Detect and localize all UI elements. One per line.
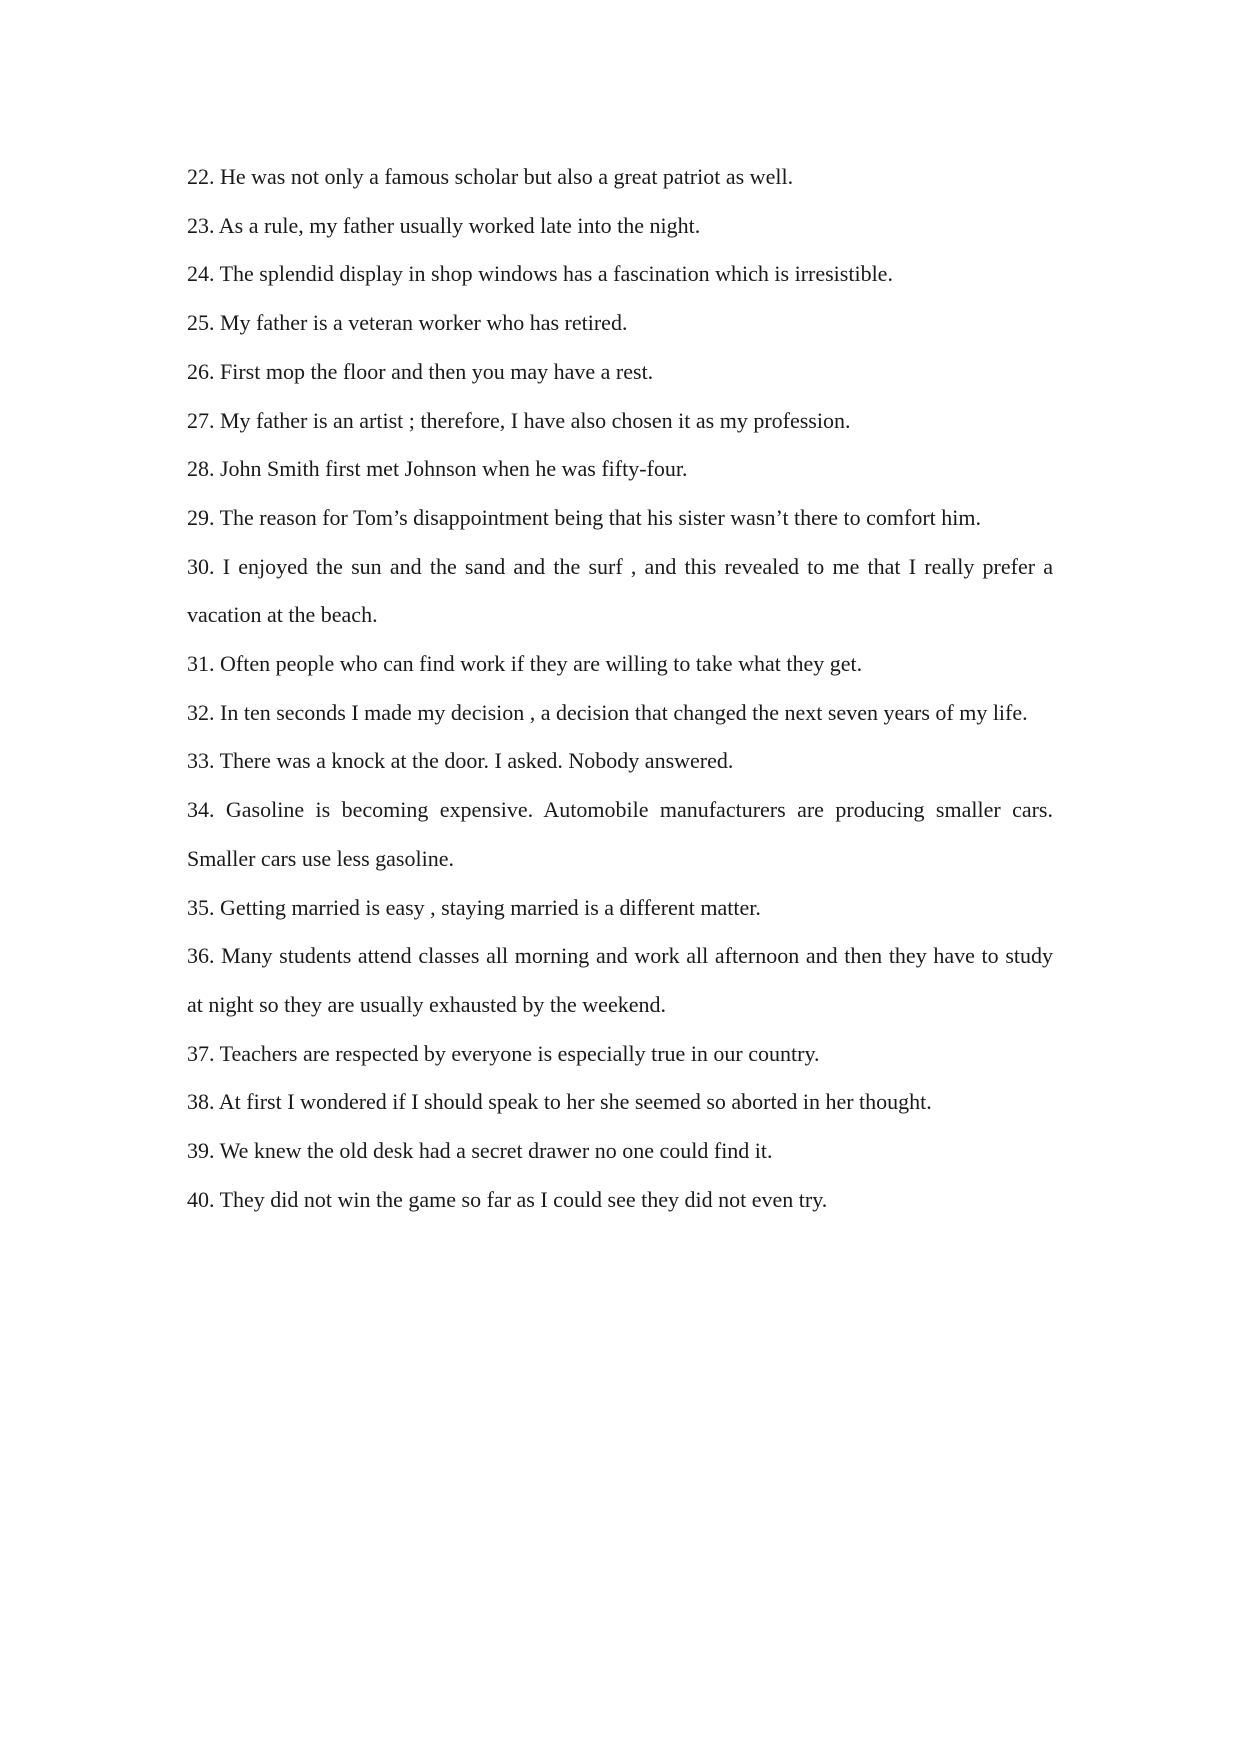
sentence-39: 39. We knew the old desk had a secret drawer no one could find it. bbox=[187, 1138, 773, 1164]
sentence-30: 30. I enjoyed the sun and the sand and the surf , and this revealed to me that I really prefer a vacation at the beach. bbox=[187, 553, 1053, 628]
sentence-32: 32. In ten seconds I made my decision , a decision that changed the next seven years of my life. bbox=[187, 699, 1028, 725]
sentence-36: 36. Many students attend classes all morning and work all afternoon and then they have to study at night so they are usually exhausted by the weekend. bbox=[187, 943, 1053, 1017]
sentence-24: 24. The splendid display in shop windows has a fascination which is irresistible. bbox=[187, 261, 893, 287]
sentence-38: 38. At first I wondered if I should speak to her she seemed so aborted in her thought. bbox=[187, 1089, 932, 1115]
sentence-31: 31. Often people who can find work if they are willing to take what they get. bbox=[187, 651, 863, 677]
sentence-26: 26. First mop the floor and then you may have a rest. bbox=[187, 358, 654, 384]
sentence-40: 40. They did not win the game so far as I could see they did not even try. bbox=[187, 1186, 828, 1212]
sentence-35: 35. Getting married is easy , staying married is a different matter. bbox=[187, 894, 761, 920]
sentence-37: 37. Teachers are respected by everyone is especially true in our country. bbox=[187, 1040, 820, 1066]
sentence-34: 34. Gasoline is becoming expensive. Automobile manufacturers are producing smaller cars. Smaller cars use less gasoline. bbox=[187, 797, 1053, 871]
sentence-22: 22. He was not only a famous scholar but also a great patriot as well. bbox=[187, 164, 794, 189]
sentence-29: 29. The reason for Tom’s disappointment being that his sister wasn’t there to comfort him. bbox=[187, 504, 981, 530]
sentence-23: 23. As a rule, my father usually worked late into the night. bbox=[187, 212, 701, 238]
sentence-list bbox=[187, 153, 1053, 1224]
sentence-28: 28. John Smith first met Johnson when he was fifty-four. bbox=[187, 456, 688, 482]
sentence-27: 27. My father is an artist ; therefore, I have also chosen it as my profession. bbox=[187, 407, 851, 433]
sentence-33: 33. There was a knock at the door. I asked. Nobody answered. bbox=[187, 748, 734, 774]
sentence-25: 25. My father is a veteran worker who has retired. bbox=[187, 310, 628, 336]
